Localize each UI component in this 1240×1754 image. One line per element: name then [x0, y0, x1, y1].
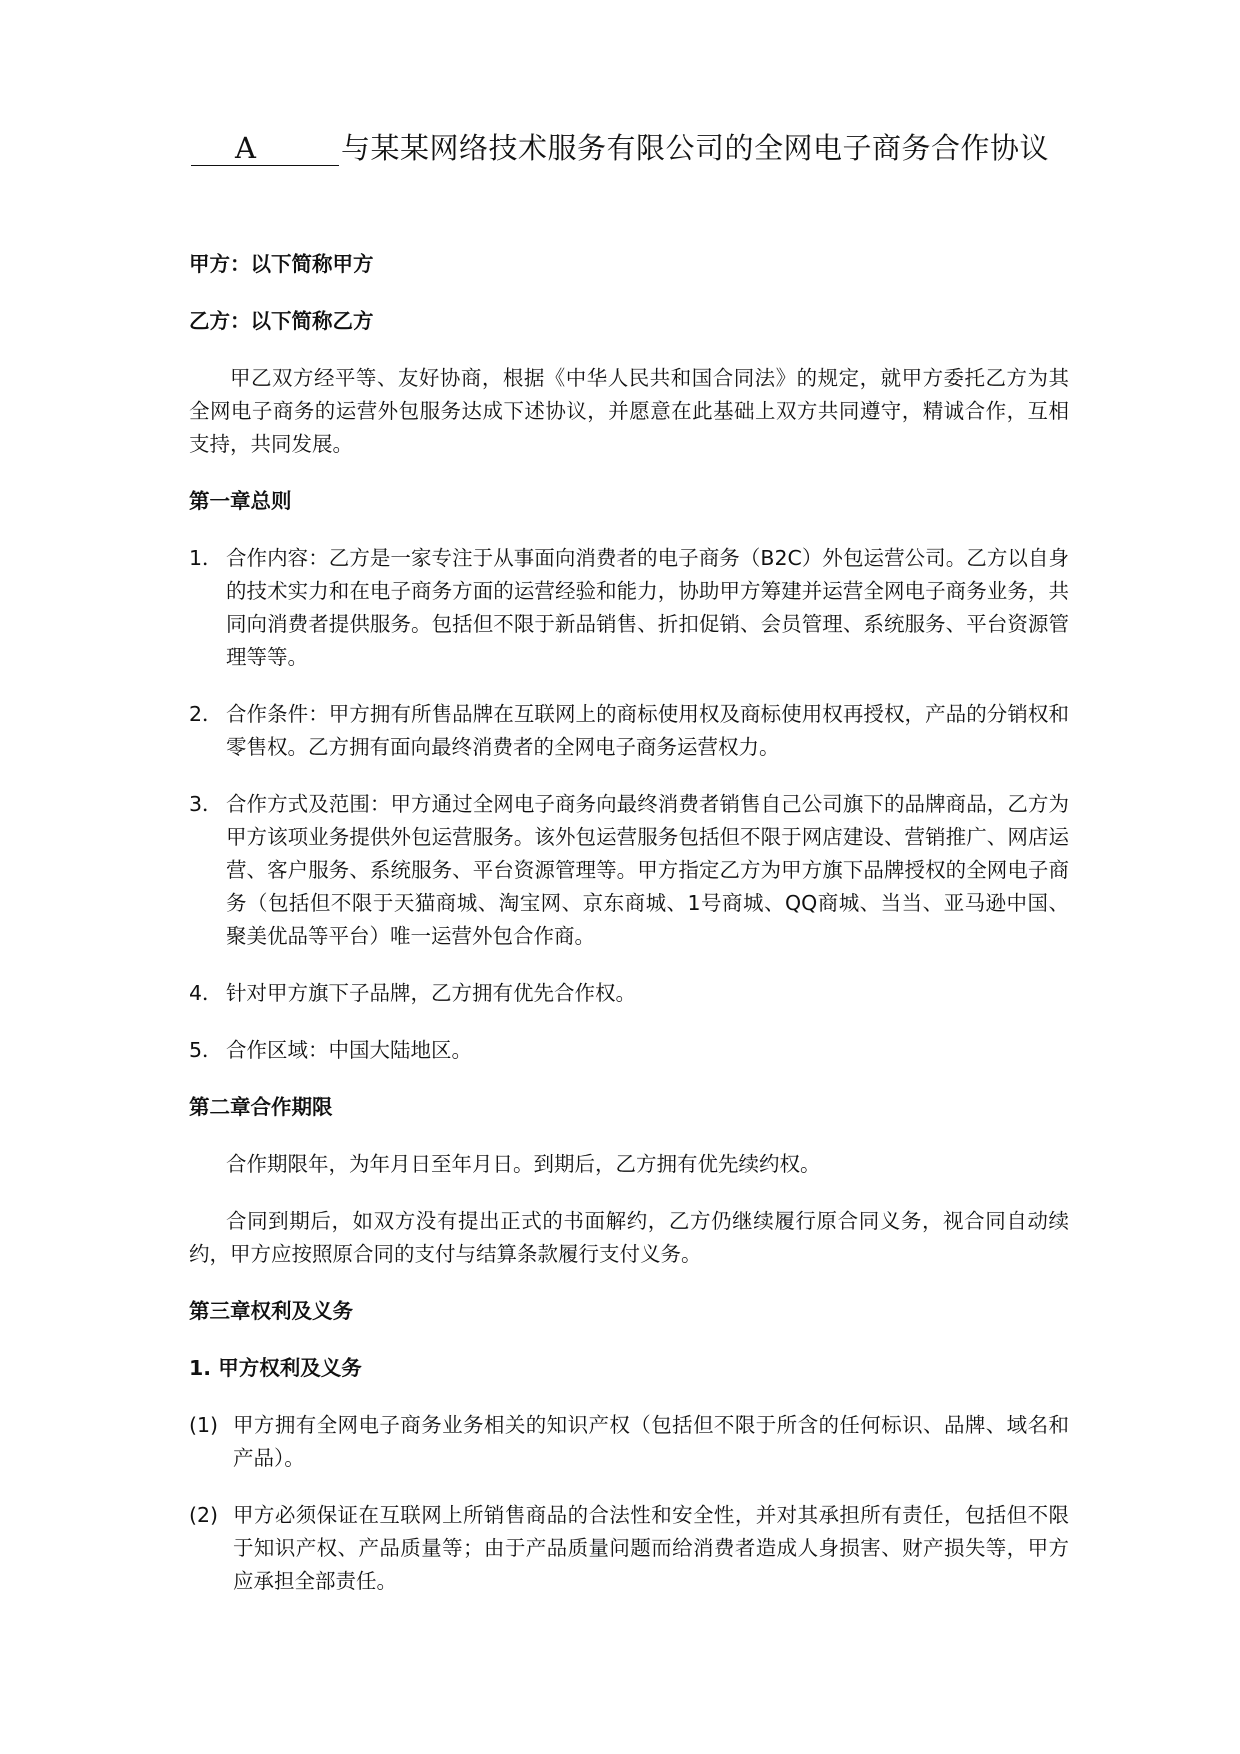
title-text: 与某某网络技术服务有限公司的全网电子商务合作协议 [340, 131, 1049, 165]
chapter-1-item [189, 1034, 1069, 1067]
item-text: 合作方式及范围：甲方通过全网电子商务向最终消费者销售自己公司旗下的品牌商品，乙方为甲方该项业务提供外包运营服务。该外包运营服务包括但不限于网店建设、营销推广、网店运营、客户服务、系统服务、平台资源管理等。甲方指定乙方为甲方旗下品牌授权的全网电子商务（包括但不限于天猫商城、淘宝网、京东商城、1号商城、QQ商城、当当、亚马逊中国、聚美优品等平台）唯一运营外包合作商。 [226, 792, 1069, 948]
item-number: 2． [189, 702, 223, 726]
chapter-1-heading: 第一章总则 [189, 489, 292, 513]
item-text: 合作内容：乙方是一家专注于从事面向消费者的电子商务（B2C）外包运营公司。乙方以自身的技术实力和在电子商务方面的运营经验和能力，协助甲方筹建并运营全网电子商务业务，共同向消费者提供服务。包括但不限于新品销售、折扣促销、会员管理、系统服务、平台资源管理等等。 [226, 546, 1069, 669]
party-a-line: 甲方：以下简称甲方 [189, 252, 374, 276]
item-text: 合作条件：甲方拥有所售品牌在互联网上的商标使用权及商标使用权再授权，产品的分销权和零售权。乙方拥有面向最终消费者的全网电子商务运营权力。 [226, 702, 1069, 759]
item-number: 5． [189, 1038, 223, 1062]
item-text: 针对甲方旗下子品牌，乙方拥有优先合作权。 [226, 981, 636, 1005]
preamble-paragraph: 甲乙双方经平等、友好协商，根据《中华人民共和国合同法》的规定，就甲方委托乙方为其全网电子商务的运营外包服务达成下述协议，并愿意在此基础上双方共同遵守，精诚合作，互相支持，共同发展。 [189, 366, 1069, 456]
chapter-1-item [189, 977, 1069, 1010]
chapter-1-item [189, 542, 1069, 674]
chapter-2-paragraph-1: 合作期限年，为年月日至年月日。到期后，乙方拥有优先续约权。 [226, 1152, 821, 1176]
item-text: 合作区域：中国大陆地区。 [226, 1038, 472, 1062]
document-title [0, 128, 1240, 168]
item-number: 4． [189, 981, 223, 1005]
item-text: 甲方拥有全网电子商务业务相关的知识产权（包括但不限于所含的任何标识、品牌、域名和产品）。 [233, 1413, 1069, 1470]
chapter-1-item [189, 788, 1069, 953]
party-b-line: 乙方：以下简称乙方 [189, 309, 374, 333]
item-number: 1． [189, 546, 223, 570]
chapter-3-item [189, 1499, 1069, 1598]
chapter-1-item [189, 698, 1069, 764]
item-number: 3． [189, 792, 223, 816]
chapter-2-paragraph-2: 合同到期后，如双方没有提出正式的书面解约，乙方仍继续履行原合同义务，视合同自动续约，甲方应按照原合同的支付与结算条款履行支付义务。 [189, 1209, 1069, 1266]
chapter-2-heading: 第二章合作期限 [189, 1095, 333, 1119]
chapter-3-item [189, 1409, 1069, 1475]
item-text: 甲方必须保证在互联网上所销售商品的合法性和安全性，并对其承担所有责任，包括但不限于知识产权、产品质量等；由于产品质量问题而给消费者造成人身损害、财产损失等，甲方应承担全部责任。 [233, 1503, 1069, 1593]
title-blank-field: A [191, 131, 339, 166]
chapter-3-heading: 第三章权利及义务 [189, 1299, 353, 1323]
item-number: (2) [189, 1503, 219, 1527]
document-body [189, 248, 1069, 1622]
chapter-3-subheading: 1. 甲方权利及义务 [189, 1356, 362, 1380]
item-number: (1) [189, 1413, 219, 1437]
